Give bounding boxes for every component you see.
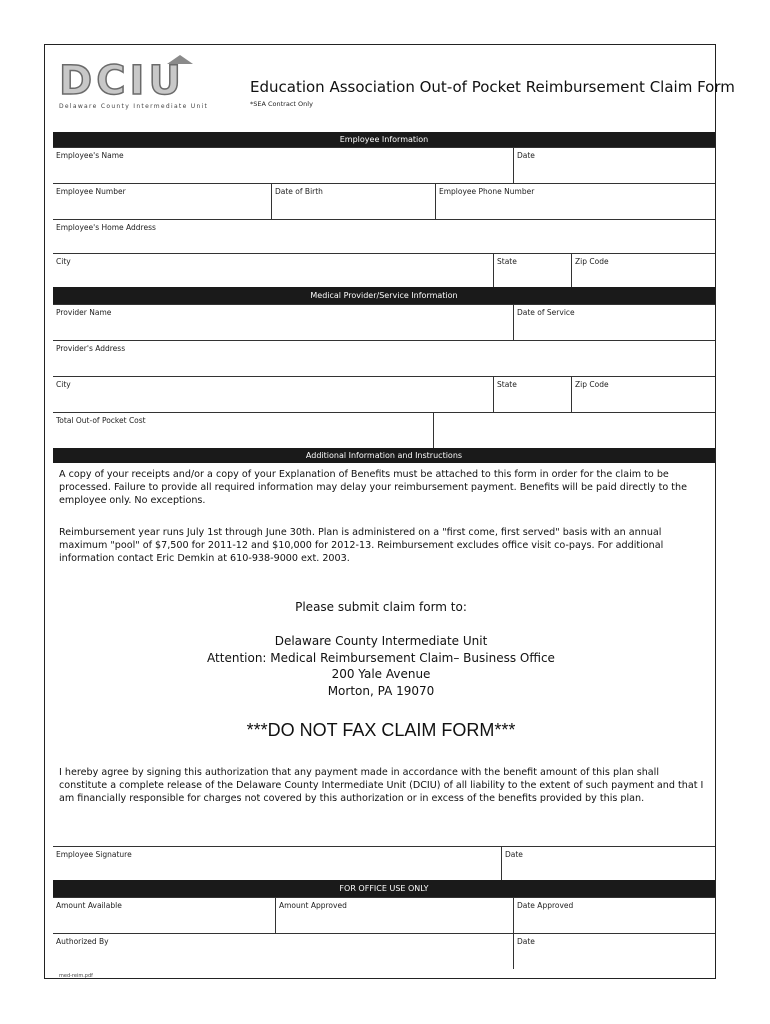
total-cost-field[interactable] (53, 412, 433, 448)
provider-name-label: Provider Name (56, 308, 112, 317)
provider-state-field[interactable] (493, 376, 571, 412)
total-cost-value-field[interactable] (433, 412, 715, 448)
signature-date-label: Date (505, 850, 523, 859)
provider-address-field[interactable] (53, 340, 715, 376)
logo-tagline: Delaware County Intermediate Unit (59, 103, 209, 110)
date-approved-field[interactable] (513, 897, 715, 933)
authorized-by-field[interactable] (53, 933, 513, 969)
employee-number-label: Employee Number (56, 187, 126, 196)
form-code: med-reim.pdf (59, 973, 93, 979)
date-of-service-label: Date of Service (517, 308, 575, 317)
employee-address-field[interactable] (53, 219, 715, 253)
employee-name-field[interactable] (53, 147, 513, 183)
signature-label: Employee Signature (56, 850, 132, 859)
employee-city-field[interactable] (53, 253, 493, 287)
form-title: Education Association Out-of Pocket Reimbursement Claim Form (250, 78, 735, 96)
mailing-address (45, 633, 717, 699)
employee-phone-field[interactable] (435, 183, 715, 219)
employee-city-label: City (56, 257, 71, 266)
address-line: Delaware County Intermediate Unit (274, 634, 488, 648)
employee-state-field[interactable] (493, 253, 571, 287)
provider-state-label: State (497, 380, 517, 389)
employee-address-label: Employee's Home Address (56, 223, 156, 232)
address-line: Attention: Medical Reimbursement Claim– Business Office (207, 650, 555, 665)
employee-info-heading: Employee Information (53, 132, 715, 147)
employee-date-field[interactable] (513, 147, 715, 183)
logo-roof-icon (167, 55, 193, 64)
amount-available-label: Amount Available (56, 901, 122, 910)
total-cost-label: Total Out-of Pocket Cost (56, 416, 146, 425)
authorized-by-label: Authorized By (56, 937, 109, 946)
dciu-logo (59, 58, 235, 119)
no-fax-notice: ***DO NOT FAX CLAIM FORM*** (246, 720, 516, 740)
provider-city-label: City (56, 380, 71, 389)
date-of-service-field[interactable] (513, 304, 715, 340)
employee-number-field[interactable] (53, 183, 271, 219)
logo-wordmark: DCIU (59, 58, 185, 104)
form-subtitle: *SEA Contract Only (250, 100, 313, 108)
provider-zip-label: Zip Code (575, 380, 609, 389)
amount-available-field[interactable] (53, 897, 275, 933)
reimbursement-year-paragraph: Reimbursement year runs July 1st through June 30th. Plan is administered on a "first come, first served" basis with an annual maximum "pool" of $7,500 for 2011-12 and $10,000 for 2012-13. Reimbursement excludes office visit co-pays. For additional information contact Eric Demkin at 610-938-9000 ext. 2003. (59, 527, 664, 564)
instructions-paragraph: A copy of your receipts and/or a copy of your Explanation of Benefits must be attached to this form in order for the claim to be processed. Failure to provide all required information may delay your reimbursement payment. Benefits will be paid directly to the employee only. No exceptions. (59, 469, 688, 506)
provider-info-heading: Medical Provider/Service Information (53, 287, 715, 304)
additional-info-heading: Additional Information and Instructions (53, 448, 715, 463)
address-line: 200 Yale Avenue (331, 667, 431, 681)
provider-address-label: Provider's Address (56, 344, 126, 353)
employee-zip-label: Zip Code (575, 257, 609, 266)
employee-phone-label: Employee Phone Number (439, 187, 535, 196)
date-approved-label: Date Approved (517, 901, 574, 910)
provider-city-field[interactable] (53, 376, 493, 412)
date-of-birth-label: Date of Birth (275, 187, 323, 196)
office-use-heading: FOR OFFICE USE ONLY (53, 880, 715, 897)
signature-date-field[interactable] (501, 846, 715, 880)
employee-zip-field[interactable] (571, 253, 715, 287)
employee-signature-field[interactable] (53, 846, 501, 880)
amount-approved-label: Amount Approved (279, 901, 347, 910)
amount-approved-field[interactable] (275, 897, 513, 933)
employee-name-label: Employee's Name (56, 151, 124, 160)
office-date-label: Date (517, 937, 535, 946)
address-line: Morton, PA 19070 (327, 683, 435, 698)
provider-zip-field[interactable] (571, 376, 715, 412)
date-of-birth-field[interactable] (271, 183, 435, 219)
employee-state-label: State (497, 257, 517, 266)
claim-form-page (44, 44, 735, 979)
submit-heading: Please submit claim form to: (295, 600, 467, 614)
office-date-field[interactable] (513, 933, 715, 969)
provider-name-field[interactable] (53, 304, 513, 340)
employee-date-label: Date (517, 151, 535, 160)
authorization-paragraph: I hereby agree by signing this authorization that any payment made in accordance with the benefit amount of this plan shall constitute a complete release of the Delaware County Intermediate Unit (DCIU) of all liability to the extent of such payment and that I am financially responsible for charges not covered by this authorization or in excess of the benefits provided by this plan. (59, 767, 704, 804)
